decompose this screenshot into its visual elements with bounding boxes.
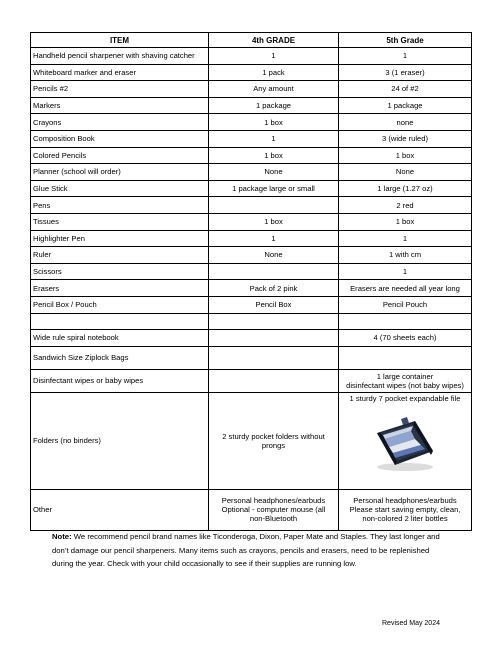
grade5-cell: Pencil Pouch	[339, 296, 472, 313]
table-row	[31, 489, 472, 530]
grade5-cell: 3 (wide ruled)	[339, 130, 472, 147]
grade5-cell: 1	[339, 230, 472, 247]
table-row	[31, 296, 472, 313]
item-cell: Scissors	[31, 263, 209, 280]
table-row	[31, 392, 472, 489]
table-row	[31, 313, 472, 330]
other-g4-line-3: non-Bluetooth	[249, 514, 298, 524]
grade4-cell: 1 box	[209, 114, 339, 131]
grade4-cell: Any amount	[209, 81, 339, 98]
item-cell: Ruler	[31, 247, 209, 264]
grade4-cell: 1 pack	[209, 64, 339, 81]
table-row	[31, 197, 472, 214]
header-5th-grade: 5th Grade	[339, 33, 472, 48]
grade5-cell: none	[339, 114, 472, 131]
grade4-cell	[209, 369, 339, 392]
grade4-cell: 1 package large or small	[209, 180, 339, 197]
grade4-cell: Pack of 2 pink	[209, 280, 339, 297]
item-cell: Glue Stick	[31, 180, 209, 197]
grade4-cell: 1	[209, 130, 339, 147]
grade4-cell	[209, 263, 339, 280]
item-cell: Tissues	[31, 213, 209, 230]
grade5-cell: 1 box	[339, 147, 472, 164]
expandable-file-folder-icon	[371, 411, 439, 473]
grade5-cell: 4 (70 sheets each)	[339, 330, 472, 347]
grade5-cell: 24 of #2	[339, 81, 472, 98]
grade4-cell: None	[209, 164, 339, 181]
wipes-line-1: 1 large container	[376, 371, 434, 381]
table-row	[31, 130, 472, 147]
grade4-cell	[209, 313, 339, 330]
grade4-cell: Pencil Box	[209, 296, 339, 313]
grade5-cell: 1	[339, 263, 472, 280]
grade5-cell: 1 package	[339, 97, 472, 114]
item-cell: Sandwich Size Ziplock Bags	[31, 346, 209, 369]
grade4-cell	[209, 489, 339, 530]
grade5-cell	[339, 392, 472, 489]
item-cell: Whiteboard marker and eraser	[31, 64, 209, 81]
table-header-row	[31, 33, 472, 48]
grade5-cell: 1	[339, 48, 472, 65]
grade4-cell	[209, 346, 339, 369]
table-row	[31, 180, 472, 197]
item-cell: Folders (no binders)	[31, 392, 209, 489]
table-row	[31, 280, 472, 297]
header-item: ITEM	[31, 33, 209, 48]
table-row	[31, 263, 472, 280]
grade5-cell: 1 with cm	[339, 247, 472, 264]
grade4-cell: 1 package	[209, 97, 339, 114]
folder-cell-content	[341, 393, 469, 489]
note-paragraph	[52, 530, 452, 571]
item-cell: Pencil Box / Pouch	[31, 296, 209, 313]
item-cell: Crayons	[31, 114, 209, 131]
header-4th-grade: 4th GRADE	[209, 33, 339, 48]
grade5-cell	[339, 489, 472, 530]
grade4-cell	[209, 197, 339, 214]
grade4-cell: 1	[209, 48, 339, 65]
table-row	[31, 97, 472, 114]
grade4-cell: 1 box	[209, 147, 339, 164]
table-row	[31, 369, 472, 392]
item-cell: Composition Book	[31, 130, 209, 147]
grade4-cell: 1	[209, 230, 339, 247]
grade5-cell: 3 (1 eraser)	[339, 64, 472, 81]
item-cell: Colored Pencils	[31, 147, 209, 164]
folder-text: 1 sturdy 7 pocket expandable file	[349, 393, 461, 403]
wipes-line-2: disinfectant wipes (not baby wipes)	[346, 380, 464, 390]
grade5-cell	[339, 313, 472, 330]
grade4-cell: 1 box	[209, 213, 339, 230]
table-body	[31, 48, 472, 347]
note-label: Note:	[52, 532, 72, 541]
grade5-cell: None	[339, 164, 472, 181]
grade5-cell	[339, 346, 472, 369]
item-cell	[31, 313, 209, 330]
table-row	[31, 230, 472, 247]
item-cell: Pens	[31, 197, 209, 214]
grade4-cell: 2 sturdy pocket folders without prongs	[209, 392, 339, 489]
item-cell: Planner (school will order)	[31, 164, 209, 181]
table-row	[31, 247, 472, 264]
table-row	[31, 114, 472, 131]
item-cell: Other	[31, 489, 209, 530]
note-text: We recommend pencil brand names like Ticonderoga, Dixon, Paper Mate and Staples. They last longer and don’t damage our pencil sharpeners. Many items such as crayons, pencils and erasers, need to be replenished during the year. Check with your child occasionally to see if their supplies are running low.	[52, 532, 440, 568]
other-g5-line-3: non-colored 2 liter bottles	[362, 514, 448, 524]
table-row	[31, 330, 472, 347]
supply-list-table	[30, 32, 472, 531]
item-cell: Disinfectant wipes or baby wipes	[31, 369, 209, 392]
grade5-cell: 1 box	[339, 213, 472, 230]
other-g5-line-2: Please start saving empty, clean,	[349, 505, 461, 515]
item-cell: Handheld pencil sharpener with shaving catcher	[31, 48, 209, 65]
item-cell: Wide rule spiral notebook	[31, 330, 209, 347]
other-g4-line-1: Personal headphones/earbuds	[221, 496, 326, 506]
grade5-cell: 1 large (1.27 oz)	[339, 180, 472, 197]
grade4-cell	[209, 330, 339, 347]
item-cell: Erasers	[31, 280, 209, 297]
item-cell: Pencils #2	[31, 81, 209, 98]
table-row	[31, 64, 472, 81]
grade5-cell: 2 red	[339, 197, 472, 214]
item-cell: Highlighter Pen	[31, 230, 209, 247]
table-row	[31, 346, 472, 369]
grade5-cell	[339, 369, 472, 392]
item-cell: Markers	[31, 97, 209, 114]
table-row	[31, 48, 472, 65]
other-g5-line-1: Personal headphones/earbuds	[353, 496, 457, 506]
revised-date: Revised May 2024	[382, 620, 440, 627]
grade4-cell: None	[209, 247, 339, 264]
table-row	[31, 213, 472, 230]
table-row	[31, 147, 472, 164]
table-row	[31, 164, 472, 181]
other-g4-line-2: Optional - computer mouse (all	[221, 505, 326, 515]
table-row	[31, 81, 472, 98]
grade5-cell: Erasers are needed all year long	[339, 280, 472, 297]
